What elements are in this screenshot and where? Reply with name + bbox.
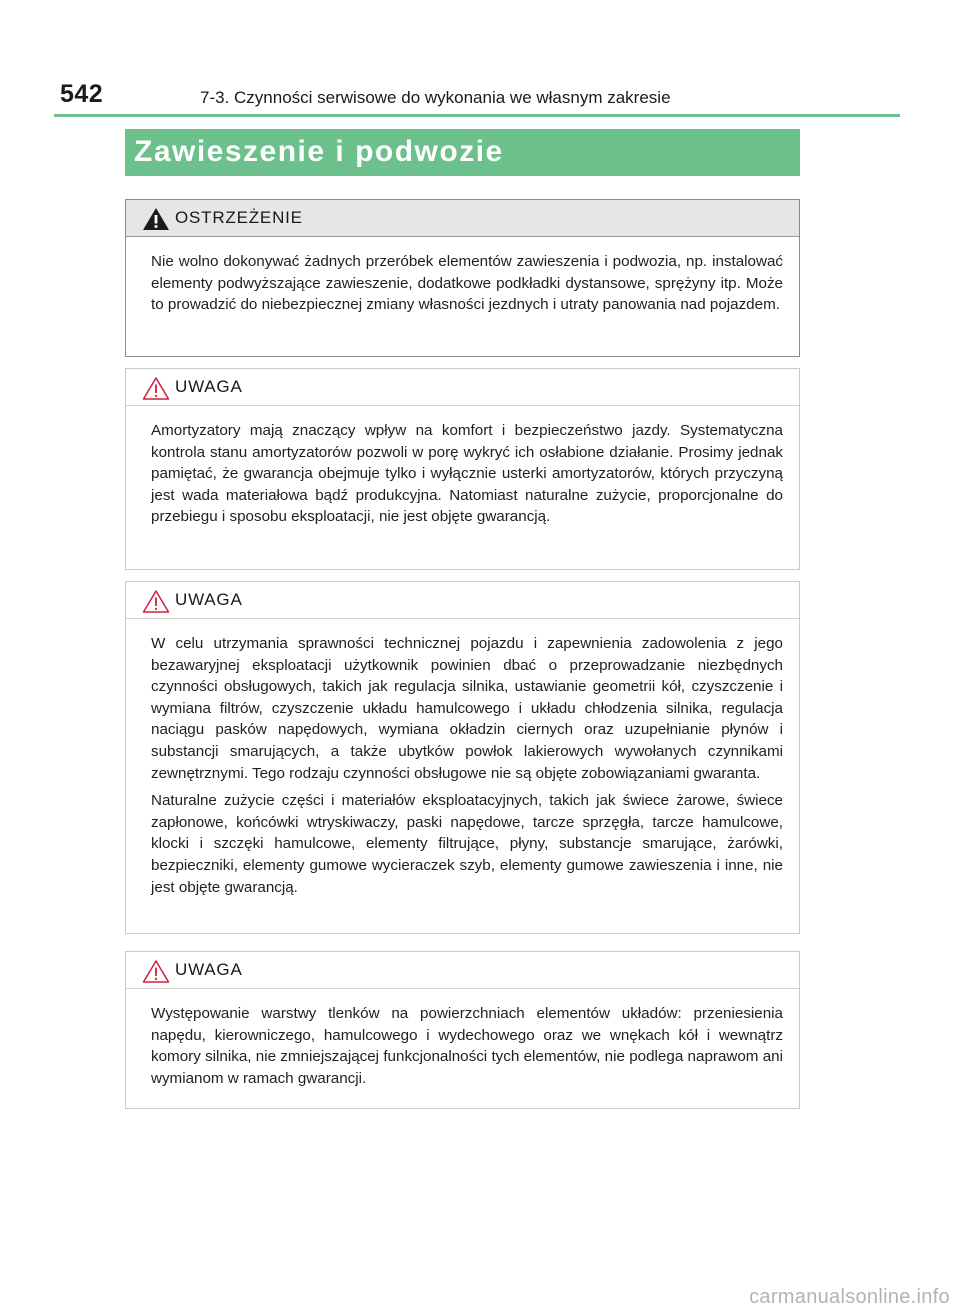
paragraph: Naturalne zużycie części i materiałów eksploatacyjnych, takich jak świece żarowe, świece zapłonowe, końcówki wtryskiwaczy, paski napędowe, tarcze sprzęgła, tarcze hamulcowe, klocki i szczęki hamulcowe, elementy filtrujące, płyny, substancje smarujące, żarówki, bezpieczniki, elementy gumowe wycieraczek szyb, elementy gumowe zawieszenia i inne, nie jest objęte gwarancją. (151, 792, 783, 896)
paragraph: Amortyzatory mają znaczący wpływ na komfort i bezpieczeństwo jazdy. Systematyczna kontrola stanu amortyzatorów pozwoli w porę wykryć ich osłabione działanie. Prosimy jednak pamiętać, że gwarancja obejmuje tylko i wyłącznie usterki amortyzatorów, których przyczyną jest wada materiałowa bądź produkcyjna. Natomiast naturalne zużycie, proporcjonalne do przebiegu i sposobu eksploatacji, nie jest objęte gwarancją. (151, 422, 783, 526)
notice-box-body (126, 989, 799, 1101)
notice-box-label: UWAGA (175, 960, 243, 979)
warning-box (125, 199, 800, 357)
notice-box-header (126, 369, 799, 406)
chapter-title: 7-3. Czynności serwisowe do wykonania we własnym zakresie (200, 88, 671, 107)
caution-triangle-outline-icon (142, 959, 170, 983)
notice-box-body (126, 406, 799, 540)
notice-box-corrosion (125, 951, 800, 1109)
warning-triangle-filled-icon (142, 207, 170, 231)
warning-box-body (126, 237, 799, 328)
page-number: 542 (60, 80, 104, 108)
notice-box-header (126, 582, 799, 619)
section-banner (125, 129, 800, 176)
notice-box-header (126, 952, 799, 989)
warning-box-label: OSTRZEŻENIE (175, 208, 303, 227)
paragraph: Występowanie warstwy tlenków na powierzchniach elementów układów: przeniesienia napędu, kierowniczego, hamulcowego i wydechowego oraz we wnękach kół i wewnątrz komory silnika, nie zmniejszającej funkcjonalności tych elementów, nie podlega naprawom ani wymianom w ramach gwarancji. (151, 1005, 783, 1087)
paragraph: Nie wolno dokonywać żadnych przeróbek elementów zawieszenia i podwozia, np. instalować elementy podwyższające zawieszenie, dodatkowe podkładki dystansowe, sprężyny itp. Może to prowadzić do niebezpiecznej zmiany własności jezdnych i utraty panowania nad pojazdem. (151, 253, 783, 314)
section-title: Zawieszenie i podwozie (134, 135, 504, 168)
caution-triangle-outline-icon (142, 376, 170, 400)
header-divider (54, 114, 900, 117)
footer-watermark: carmanualsonline.info (749, 1286, 950, 1308)
warning-box-header (126, 200, 799, 237)
notice-box-shock-absorbers (125, 368, 800, 570)
notice-box-label: UWAGA (175, 590, 243, 609)
paragraph: W celu utrzymania sprawności technicznej pojazdu i zapewnienia zadowolenia z jego bezawaryjnej eksploatacji użytkownik powinien dbać o przeprowadzanie niezbędnych czynności obsługowych, takich jak regulacja silnika, ustawianie geometrii kół, czyszczenie i wymiana filtrów, czyszczenie układu hamulcowego i układu chłodzenia silnika, regulacja naciągu pasków napędowych, wymiana okładzin ciernych oraz uzupełnianie płynów i substancji smarujących, a także ubytków powłok lakierowych wywołanych czynnikami zewnętrznymi. Tego rodzaju czynności obsługowe nie są objęte zobowiązaniami gwaranta. (151, 635, 783, 782)
notice-box-label: UWAGA (175, 377, 243, 396)
caution-triangle-outline-icon (142, 589, 170, 613)
notice-box-body (126, 619, 799, 910)
notice-box-maintenance (125, 581, 800, 934)
